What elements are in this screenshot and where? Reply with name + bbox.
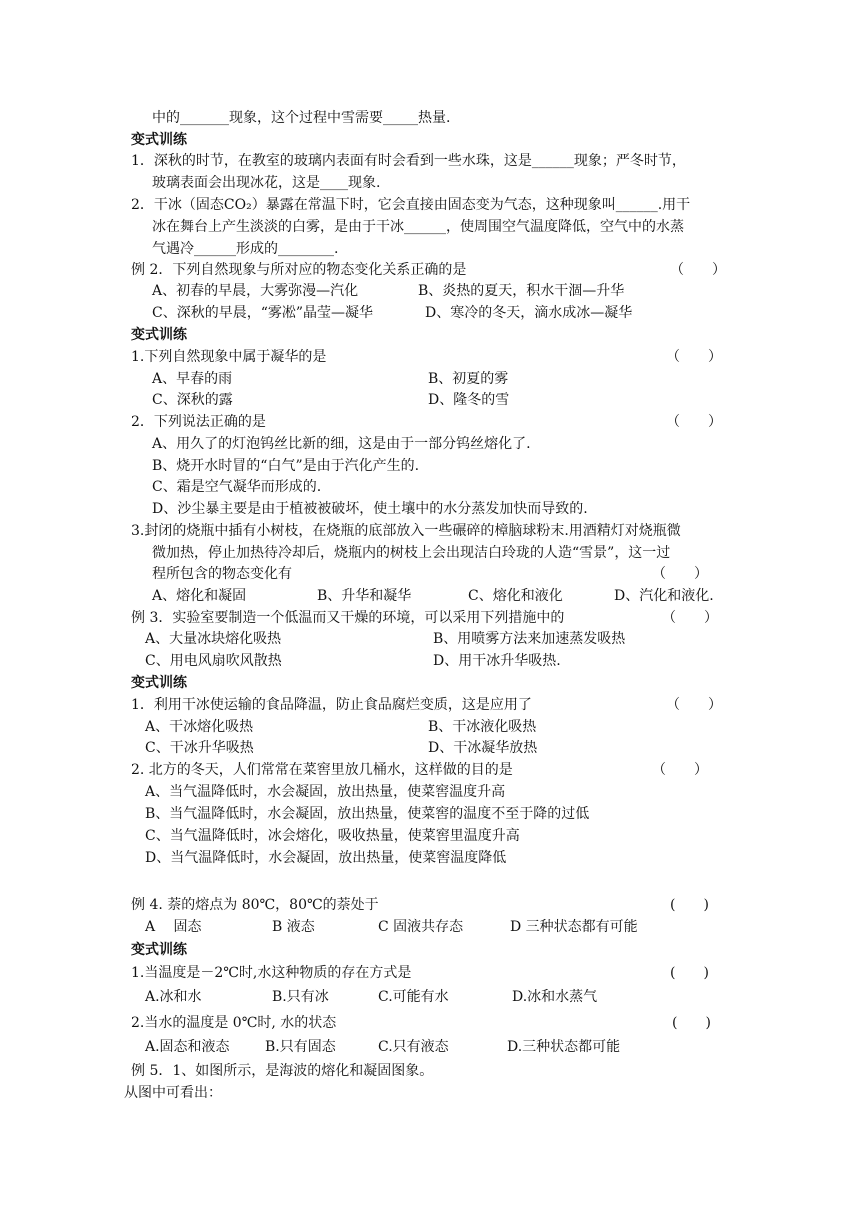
- question-line: 3.封闭的烧瓶中插有小树枝，在烧瓶的底部放入一些碾碎的樟脑球粉末.用酒精灯对烧瓶微: [131, 523, 681, 539]
- option: B、烧开水时冒的“白气”是由于汽化产生的.: [152, 458, 420, 474]
- option: B、初夏的雾: [428, 371, 509, 387]
- answer-paren: ( ): [672, 1015, 711, 1031]
- option: B.只有固态: [265, 1039, 336, 1055]
- text-line: 从图中可看出：: [124, 1085, 222, 1101]
- option: D、汽化和液化.: [614, 588, 714, 604]
- option: C、用电风扇吹风散热: [145, 653, 282, 669]
- question-line: 例 3．实验室要制造一个低温而又干燥的环境，可以采用下列措施中的: [131, 610, 565, 626]
- question-line: 2．下列说法正确的是: [131, 414, 266, 430]
- option: A.固态和液态: [145, 1039, 230, 1055]
- option: D 三种状态都有可能: [510, 919, 638, 935]
- option: C、深秋的露: [152, 392, 233, 408]
- option: B、用喷雾方法来加速蒸发吸热: [433, 631, 626, 647]
- option: C、熔化和液化: [468, 588, 563, 604]
- question-line: 例 5．1、如图所示，是海波的熔化和凝固图象。: [131, 1063, 434, 1079]
- text-line: 气遇冷______形成的________.: [152, 241, 339, 257]
- option: C、深秋的早晨，“雾凇”晶莹—凝华: [152, 305, 374, 321]
- question-line: 1.当温度是－2℃时,水这种物质的存在方式是: [131, 965, 412, 981]
- option: C、干冰升华吸热: [145, 740, 254, 756]
- text-line: 冰在舞台上产生淡淡的白雾，是由于干冰______，使周围空气温度降低，空气中的水蒸: [152, 219, 684, 235]
- answer-paren: （ ）: [652, 762, 708, 778]
- text-line: 微加热，停止加热待冷却后，烧瓶内的树枝上会出现洁白玲珑的人造“雪景”，这一过: [152, 545, 671, 561]
- question-line: 2. 北方的冬天，人们常常在菜窖里放几桶水，这样做的目的是: [131, 762, 513, 778]
- option: D、当气温降低时，水会凝固，放出热量，使菜窖温度降低: [145, 850, 507, 866]
- option: A、用久了的灯泡钨丝比新的细，这是由于一部分钨丝熔化了.: [152, 436, 531, 452]
- option: D、隆冬的雪: [428, 392, 510, 408]
- option: A 固态: [145, 919, 202, 935]
- option: D、干冰凝华放热: [428, 740, 538, 756]
- option: B、当气温降低时，水会凝固，放出热量，使菜窖的温度不至于降的过低: [145, 806, 590, 822]
- option: C.可能有水: [378, 989, 449, 1005]
- option: A、当气温降低时，水会凝固，放出热量，使菜窖温度升高: [145, 784, 506, 800]
- option: C、当气温降低时，冰会熔化，吸收热量，使菜窖里温度升高: [145, 828, 520, 844]
- option: A、干冰熔化吸热: [145, 719, 254, 735]
- text-line: 程所包含的物态变化有: [152, 566, 292, 582]
- text-line: 玻璃表面会出现冰花，这是____现象.: [152, 175, 381, 191]
- answer-paren: ( ): [670, 965, 709, 981]
- option: C、霜是空气凝华而形成的.: [152, 479, 322, 495]
- answer-paren: （ ）: [666, 414, 722, 430]
- option: A、熔化和凝固: [152, 588, 247, 604]
- option: C 固液共存态: [378, 919, 464, 935]
- question-line: 1．利用干冰使运输的食品降温，防止食品腐烂变质，这是应用了: [131, 697, 532, 713]
- option: B、升华和凝华: [317, 588, 412, 604]
- question-line: 1.下列自然现象中属于凝华的是: [131, 349, 327, 365]
- option: D、用干冰升华吸热.: [433, 653, 561, 669]
- question-line: 例 2．下列自然现象与所对应的物态变化关系正确的是: [131, 262, 467, 278]
- option: B、干冰液化吸热: [428, 719, 537, 735]
- option: B.只有冰: [272, 989, 329, 1005]
- option: C.只有液态: [378, 1039, 449, 1055]
- option: B、炎热的夏天，积水干涸—升华: [418, 283, 625, 299]
- text-line: 2．干冰（固态CO₂）暴露在常温下时，它会直接由固态变为气态，这种现象叫______.用干: [131, 197, 691, 213]
- answer-paren: （ ）: [666, 349, 722, 365]
- text-line: 中的_______现象，这个过程中雪需要_____热量.: [152, 110, 451, 126]
- section-heading: 变式训练: [131, 675, 187, 691]
- option: B 液态: [272, 919, 315, 935]
- section-heading: 变式训练: [131, 942, 187, 958]
- answer-paren: （ ）: [666, 697, 722, 713]
- answer-paren: ( ): [670, 897, 709, 913]
- option: A、初春的早晨，大雾弥漫—汽化: [152, 283, 359, 299]
- option: A、大量冰块熔化吸热: [145, 631, 282, 647]
- section-heading: 变式训练: [131, 132, 187, 148]
- text-line: 1．深秋的时节，在教室的玻璃内表面有时会看到一些水珠，这是______现象；严冬时节，: [131, 153, 686, 169]
- answer-paren: （ ）: [662, 610, 718, 626]
- option: D、寒冷的冬天，滴水成冰—凝华: [425, 305, 633, 321]
- answer-paren: （ ）: [652, 566, 708, 582]
- option: D、沙尘暴主要是由于植被被破坏，使土壤中的水分蒸发加快而导致的.: [152, 501, 588, 517]
- option: D.冰和水蒸气: [512, 989, 598, 1005]
- option: A、早春的雨: [152, 371, 233, 387]
- question-line: 例 4. 萘的熔点为 80℃，80℃的萘处于: [131, 897, 379, 913]
- question-line: 2.当水的温度是 0℃时, 水的状态: [131, 1015, 337, 1031]
- answer-paren: （ ）: [670, 262, 726, 278]
- option: D.三种状态都可能: [507, 1039, 621, 1055]
- option: A.冰和水: [145, 989, 202, 1005]
- section-heading: 变式训练: [131, 327, 187, 343]
